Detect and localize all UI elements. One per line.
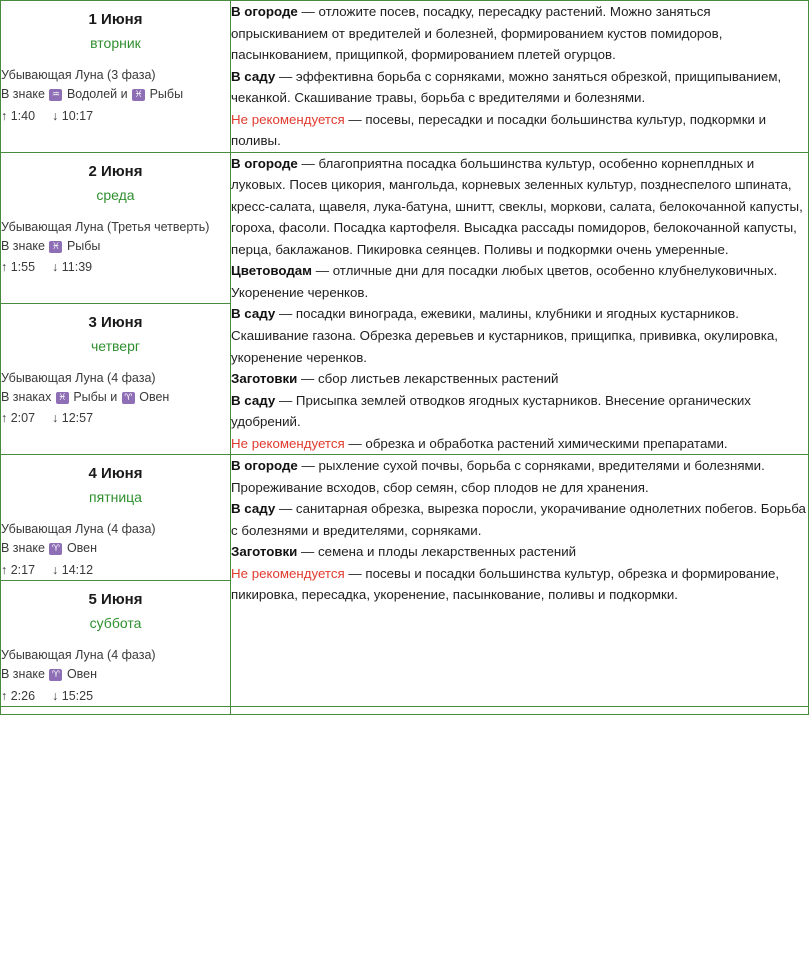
moonrise-time: 2:17 [10,562,36,577]
moon-times [1,687,230,706]
advice-lead: В саду [231,68,276,84]
sign-name-2: Рыбы [149,87,184,102]
not-recommended-lead: Не рекомендуется [231,435,345,451]
advice-cell-2 [231,152,809,454]
advice-cell-3 [231,455,809,707]
advice-paragraph [231,455,808,498]
pisces-icon: ♓ [56,392,69,404]
advice-lead: В саду [231,392,276,408]
moonset-icon: ↓ [52,562,59,577]
day-weekday: вторник [90,35,141,51]
day-meta [1,369,230,429]
advice-paragraph-not-recommended [231,563,808,606]
moonset-time: 14:12 [61,562,94,577]
aries-icon: ♈ [122,392,135,404]
day-weekday: пятница [89,489,142,506]
day-cell-3 [1,303,231,454]
day-meta [1,646,230,706]
moonset-icon: ↓ [52,411,59,426]
moon-times [1,561,230,580]
sign-prefix: В знаках [1,390,52,405]
advice-paragraph-not-recommended [231,109,808,152]
moon-sign [1,388,230,407]
advice-body: — Присыпка землей отводков ягодных кустарников. Внесение органических удобрений. [231,392,751,430]
moonrise-icon: ↑ [1,260,8,275]
advice-paragraph-not-recommended [231,433,808,455]
advice-paragraph [231,390,808,433]
advice-cell-1 [231,1,809,153]
advice-lead: В огороде [231,155,298,171]
day-weekday: среда [96,186,135,203]
moon-phase: Убывающая Луна (3 фаза) [1,67,156,82]
sign-name-1: Водолей [66,87,118,102]
advice-body: — посадки винограда, ежевики, малины, клубники и ягодных кустарников. Скашивание газона. Обрезка деревьев и кустарников, прищипка, прививка, окулировка, укоренение черенков. [231,306,778,365]
day-cell-1 [1,1,231,153]
moonrise-icon: ↑ [1,108,8,123]
advice-paragraph [231,498,808,541]
moonset-time: 12:57 [61,411,94,426]
moon-times [1,107,230,126]
moonrise-time: 1:40 [10,108,36,123]
table-row [1,455,809,581]
sign-conjunction: и [110,390,118,405]
day-cell-next [1,707,231,715]
day-meta [1,520,230,580]
advice-body: — обрезка и обработка растений химическими препаратами. [344,435,728,451]
advice-body: — санитарная обрезка, вырезка поросли, укорачивание однолетних побегов. Борьба с болезнями и вредителями, сорняками. [231,501,806,538]
moon-sign [1,237,230,256]
advice-paragraph [231,260,808,303]
sign-prefix: В знаке [1,238,45,253]
advice-body: — семена и плоды лекарственных растений [297,544,577,560]
sign-name-1: Рыбы [66,238,101,253]
moon-sign [1,85,230,104]
moonrise-time: 2:07 [10,411,36,426]
advice-body: — сбор листьев лекарственных растений [297,371,559,387]
not-recommended-lead: Не рекомендуется [231,565,345,581]
advice-lead: Заготовки [231,544,298,560]
day-cell-4 [1,455,231,581]
sign-conjunction: и [120,87,128,102]
not-recommended-lead: Не рекомендуется [231,111,345,127]
moon-phase: Убывающая Луна (4 фаза) [1,370,156,385]
advice-lead: В огороде [231,458,298,474]
sign-name-1: Овен [66,541,98,556]
advice-paragraph [231,541,808,563]
sign-name-1: Овен [66,667,98,682]
moonrise-icon: ↑ [1,411,8,426]
advice-cell-next [231,707,809,715]
advice-body: — отложите посев, посадку, пересадку растений. Можно заняться опрыскиванием от вредителей и болезней, формированием кустов помидоров, пасынкованием, прищипкой, формированием плетей огурцов. [231,4,723,63]
aries-icon: ♈ [49,543,62,555]
advice-body: — отличные дни для посадки любых цветов, особенно клубнелуковичных. Укоренение черенков. [231,263,778,300]
advice-paragraph [231,153,808,261]
advice-body: — рыхление сухой почвы, борьба с сорняками, вредителями и болезнями. Прореживание всходов, сбор семян, сбор плодов не для хранения. [231,458,765,495]
advice-paragraph [231,66,808,109]
day-weekday: четверг [91,337,140,354]
day-cell-5 [1,581,231,707]
advice-body: — посевы, пересадки и посадки большинства культур, подкормки и поливы. [231,111,767,149]
advice-body: — благоприятна посадка большинства культур, особенно корнеплдных и луковых. Посев цикория, мангольда, корневых зеленных культур, позднеспелого шпината, кресс-салата, щавеля, лука-батуна, шнитт, свеклы, моркови, салата, белокочанной капусты, гороха, фасоли. Посадка картофеля. Высадка рассады помидоров, белокочанной капусты, перца, баклажанов. Пикировка сеянцев. Поливы и подкормки очень умеренные. [231,155,803,257]
sign-name-1: Рыбы [73,390,107,405]
advice-text-block-1 [231,1,808,152]
pisces-icon: ♓ [49,241,62,253]
aries-icon: ♈ [49,669,62,681]
advice-paragraph [231,1,808,66]
table-row [1,152,809,303]
table-row-partial [1,707,809,715]
day-meta [1,66,230,126]
advice-body: — посевы и посадки большинства культур, обрезка и формирование, пикировка, пересадка, укоренение, пасынкование, поливы и подкормки. [231,565,780,603]
sign-prefix: В знаке [1,667,45,682]
moonset-time: 11:39 [61,260,93,275]
moonrise-time: 2:26 [10,688,36,703]
day-date: 3 Июня [88,313,143,331]
sign-prefix: В знаке [1,541,45,556]
advice-lead: В саду [231,306,276,322]
advice-paragraph [231,368,808,390]
moonset-icon: ↓ [52,688,59,703]
advice-lead: Заготовки [231,371,298,387]
day-weekday: суббота [89,615,142,632]
moonrise-icon: ↑ [1,688,8,703]
moonset-icon: ↓ [52,108,59,123]
day-date: 5 Июня [88,591,143,609]
moonset-time: 15:25 [61,688,94,703]
moonrise-time: 1:55 [10,260,36,275]
moonrise-icon: ↑ [1,562,8,577]
advice-text-block-2 [231,153,808,454]
advice-body: — эффективна борьба с сорняками, можно заняться обрезкой, прищипыванием, чеканкой. Скашивание травы, борьба с вредителями и болезнями. [231,68,782,106]
day-date: 1 Июня [88,11,143,28]
aquarius-icon: ♒ [49,89,62,101]
moon-times [1,409,230,428]
sign-prefix: В знаке [1,87,45,102]
moon-sign [1,539,230,558]
advice-text-block-3 [231,455,808,606]
advice-lead: В саду [231,501,276,517]
sign-name-2: Овен [139,390,170,405]
advice-lead: Цветоводам [231,263,313,279]
day-cell-2 [1,152,231,303]
moon-phase: Убывающая Луна (4 фаза) [1,647,156,662]
moon-times [1,258,230,277]
day-meta [1,218,230,278]
moon-phase: Убывающая Луна (4 фаза) [1,521,156,536]
table-row [1,1,809,153]
day-date: 4 Июня [88,465,143,483]
moonset-icon: ↓ [52,260,59,275]
moon-sign [1,665,230,684]
moonset-time: 10:17 [61,108,94,123]
moon-phase: Убывающая Луна (Третья четверть) [1,219,210,234]
advice-paragraph [231,303,808,368]
day-date: 2 Июня [88,162,143,180]
advice-lead: В огороде [231,4,298,19]
pisces-icon: ♓ [132,89,145,101]
